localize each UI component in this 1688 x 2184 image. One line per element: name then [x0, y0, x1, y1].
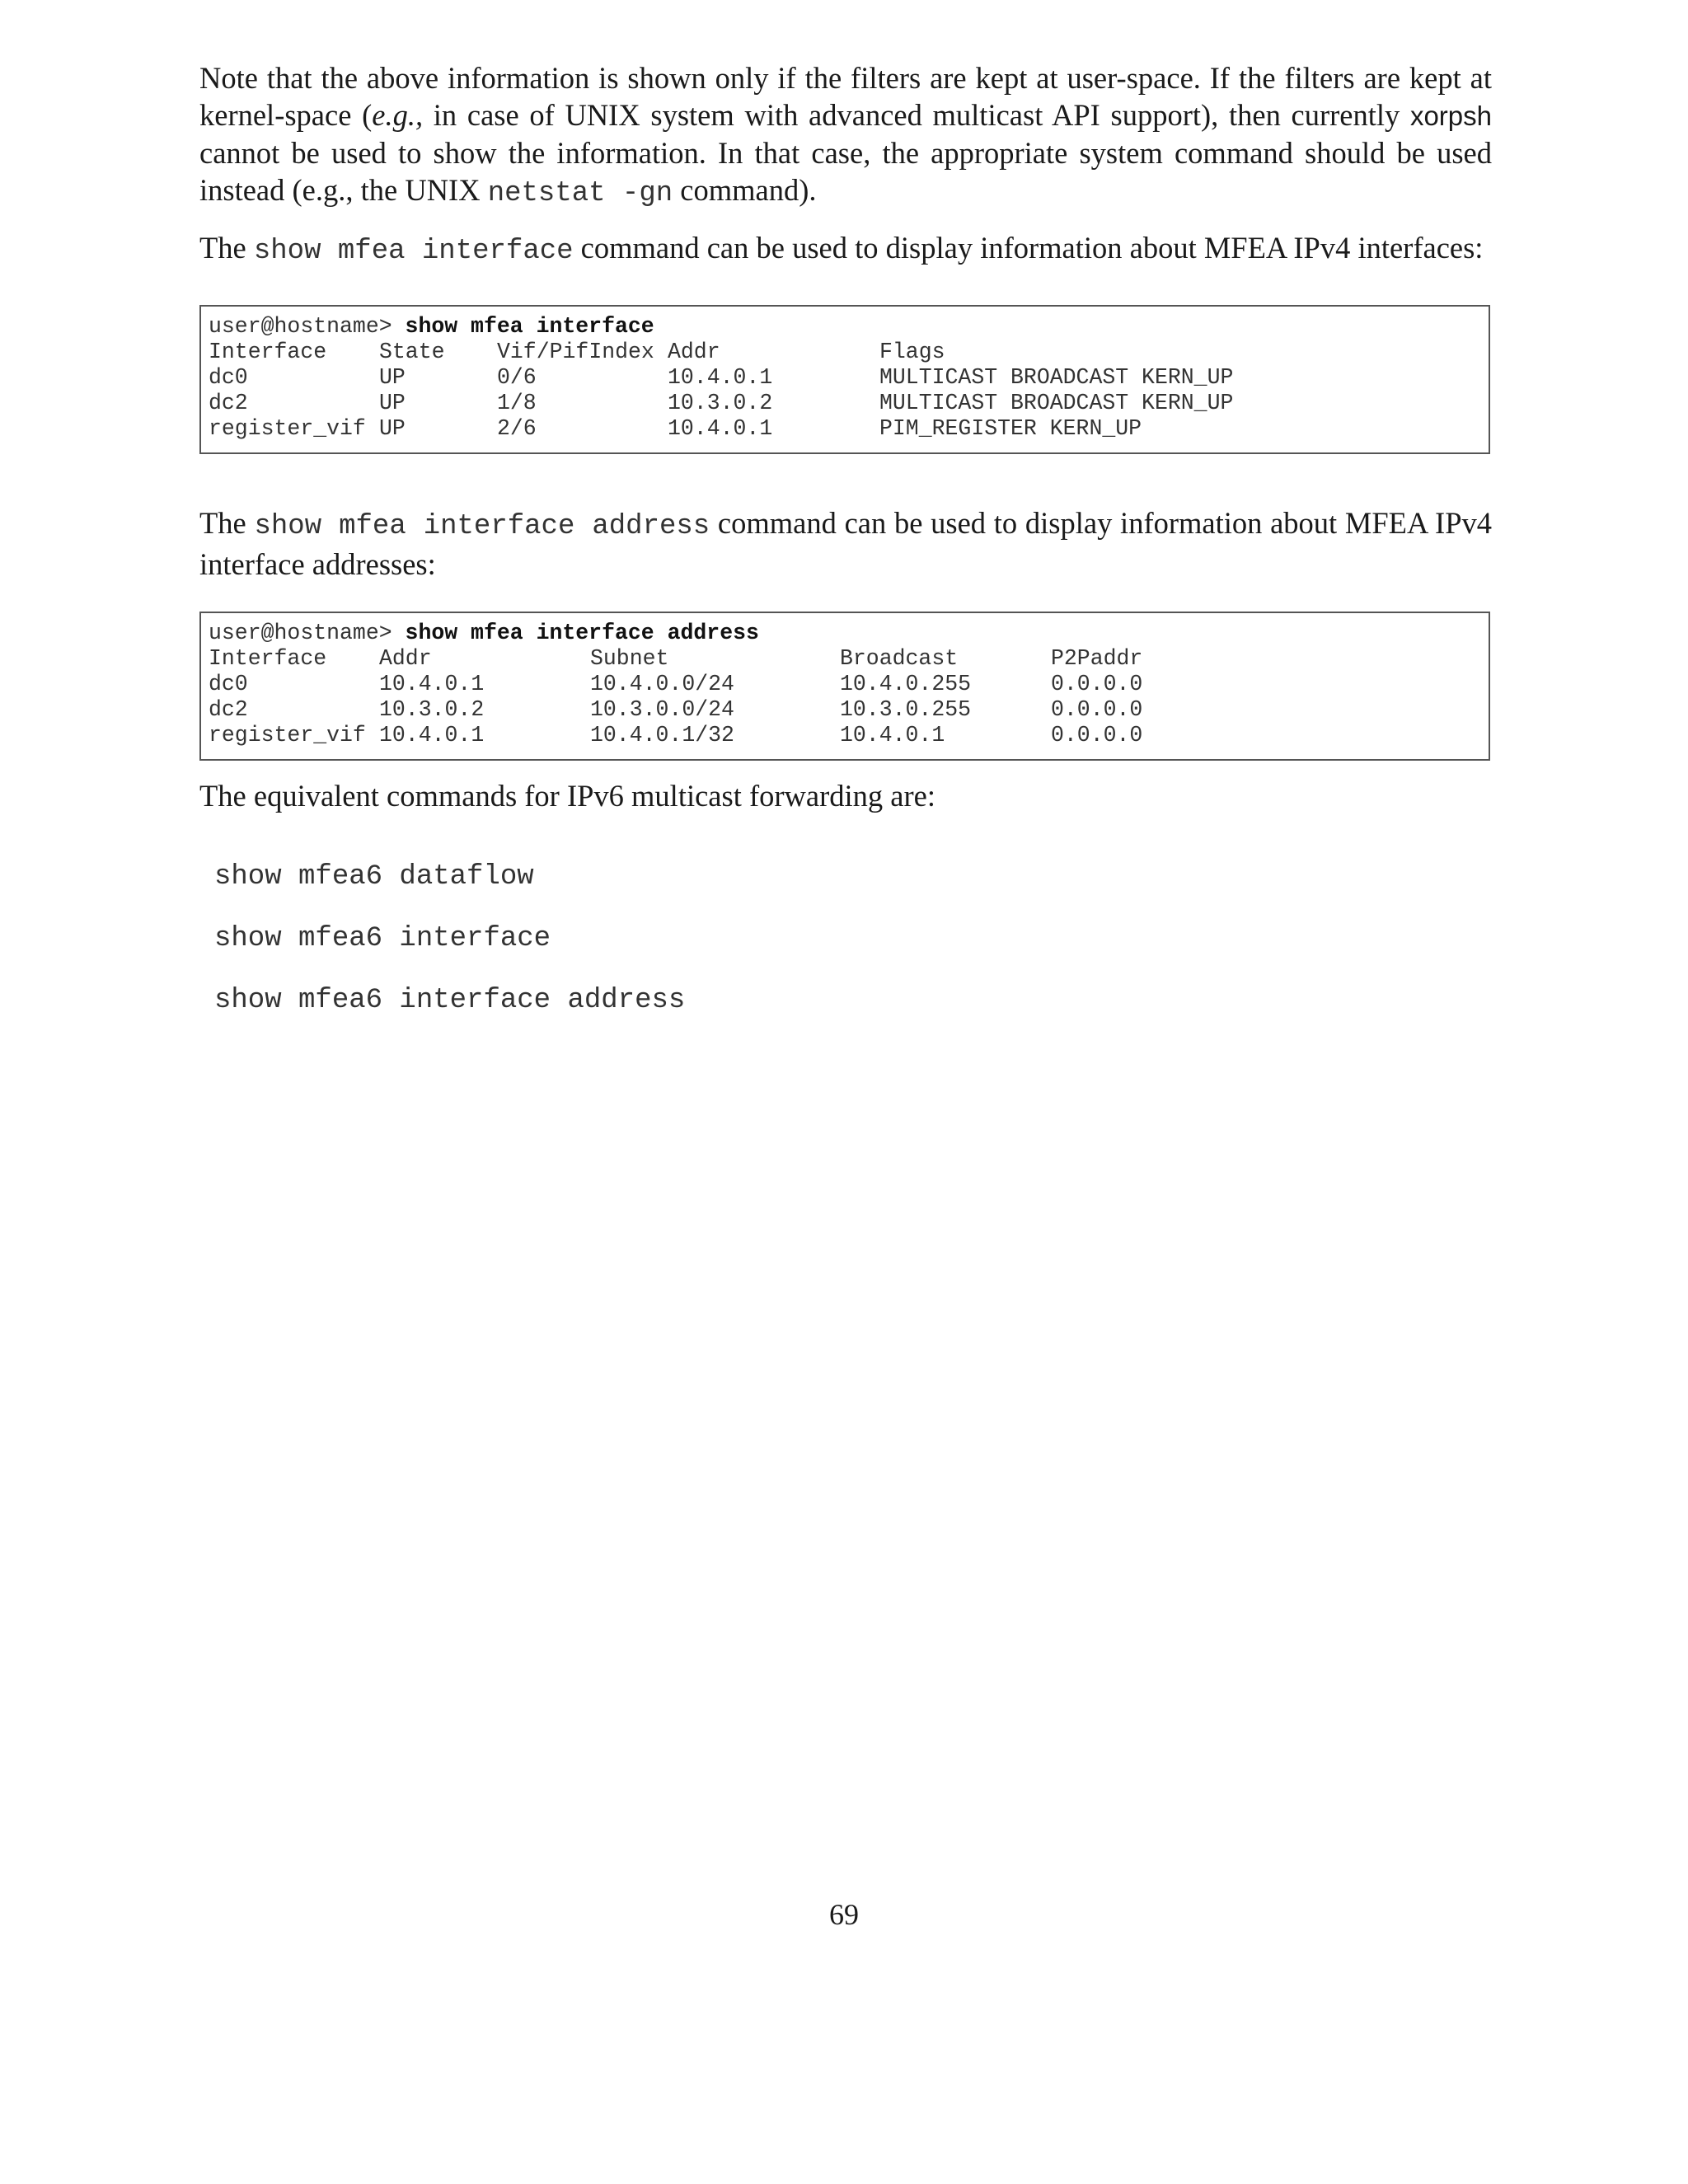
- table-row: register_vif UP 2/6 10.4.0.1 PIM_REGISTER KERN_UP: [209, 416, 1142, 441]
- italic-eg: e.g.,: [372, 98, 424, 132]
- table-row: register_vif 10.4.0.1 10.4.0.1/32 10.4.0.1 0.0.0.0: [209, 723, 1143, 748]
- terminal-box-interface: [199, 305, 1490, 454]
- xorpsh-name: xorpsh: [1409, 101, 1493, 131]
- table-header: Interface State Vif/PifIndex Addr Flags: [209, 340, 945, 364]
- table-row: dc0 10.4.0.1 10.4.0.0/24 10.4.0.255 0.0.0.0: [209, 672, 1143, 696]
- paragraph-ipv6-equivalents: The equivalent commands for IPv6 multicast forwarding are:: [199, 779, 935, 813]
- table-header: Interface Addr Subnet Broadcast P2Paddr: [209, 646, 1143, 671]
- netstat-code: netstat -gn: [487, 178, 673, 209]
- page-number: 69: [829, 1898, 859, 1931]
- table-row: dc2 UP 1/8 10.3.0.2 MULTICAST BROADCAST KERN_UP: [209, 391, 1234, 415]
- prompt-line: user@hostname> show mfea interface: [209, 314, 654, 339]
- paragraph-show-interface-address: The show mfea interface address command can be used to display information about MFEA IPv4 interface addresses:: [199, 506, 1493, 581]
- paragraph-filters-note: Note that the above information is shown only if the filters are kept at user-space. If the filters are kept at kernel-space (e.g., in case of UNIX system with advanced multicast API support), then currently xorpsh cannot be used to show the information. In that case, the appropriate system command should be used instead (e.g., the UNIX netstat -gn command).: [199, 61, 1493, 209]
- command-text: show mfea interface address: [405, 621, 759, 645]
- command-text: show mfea interface: [405, 314, 654, 339]
- prompt-line: user@hostname> show mfea interface address: [209, 621, 759, 645]
- show-interface-address-code: show mfea interface address: [254, 511, 710, 542]
- command-mfea6-interface: show mfea6 interface: [214, 923, 551, 954]
- command-mfea6-dataflow: show mfea6 dataflow: [214, 861, 534, 893]
- terminal-box-interface-address: [199, 612, 1490, 761]
- table-row: dc0 UP 0/6 10.4.0.1 MULTICAST BROADCAST KERN_UP: [209, 365, 1234, 390]
- command-mfea6-interface-address: show mfea6 interface address: [214, 985, 686, 1016]
- table-row: dc2 10.3.0.2 10.3.0.0/24 10.3.0.255 0.0.0.0: [209, 697, 1143, 722]
- paragraph-show-interface: The show mfea interface command can be used to display information about MFEA IPv4 interfaces:: [199, 231, 1484, 267]
- show-interface-code: show mfea interface: [253, 236, 574, 267]
